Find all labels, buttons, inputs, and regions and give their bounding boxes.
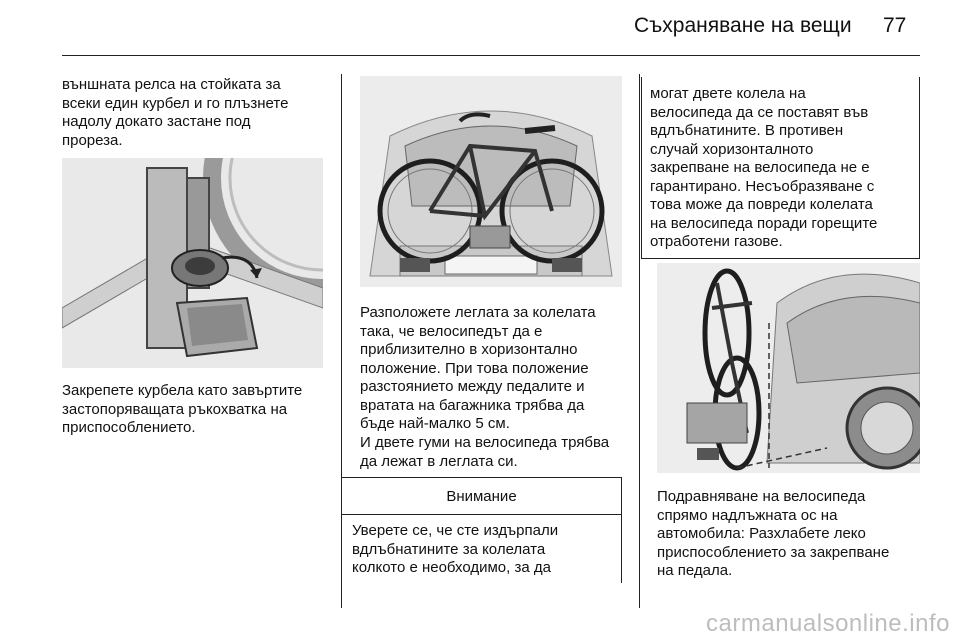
col1-paragraph-1: външната релса на стойката за всеки един курбел и го плъзнете надолу докато застане под прореза. [62,76,289,149]
watermark: carmanualsonline.info [706,610,950,637]
bicycle-alignment-side-illustration [657,263,920,473]
warning-box [341,477,622,583]
column-divider-right [639,74,640,608]
page-number: 77 [883,14,907,37]
col1-paragraph-2: Закрепете курбела като завъртите застопоряващата ръкохватка на приспособлението. [62,382,303,436]
col2-paragraph-2: И двете гуми на велосипеда трябва да лежат в леглата си. [360,434,610,470]
warning-title: Внимание [446,488,517,505]
col2-paragraph-1: Разположете леглата за колелата така, че велосипедът да е приблизително в хоризонтално положение. При това положение разстоянието между педалите и вратата на багажника трябва да бъде най-малко 5 см. [360,304,596,432]
crank-handle-illustration [62,158,323,368]
bicycle-on-carrier-rear-illustration [360,76,622,287]
warning-text-continued: могат двете колела на велосипеда да се поставят във вдлъбнатините. В противен случай хоризонталното закрепване на велосипеда не е гарантирано. Несъобразяване с това може да повреди колелата на велосипеда поради горещите отработени газове. [650,85,878,250]
col3-paragraph-1: Подравняване на велосипеда спрямо надлъжната ос на автомобила: Разхлабете леко приспособлението за закрепване на педала. [657,488,890,579]
warning-box-continued [641,77,920,259]
warning-text: Уверете се, че сте издърпали вдлъбнатините за колелата колкото е необходимо, за да [352,522,559,576]
warning-title-rule [342,514,621,515]
page-header-title: Съхраняване на вещи [634,14,852,37]
header-rule [62,55,920,56]
